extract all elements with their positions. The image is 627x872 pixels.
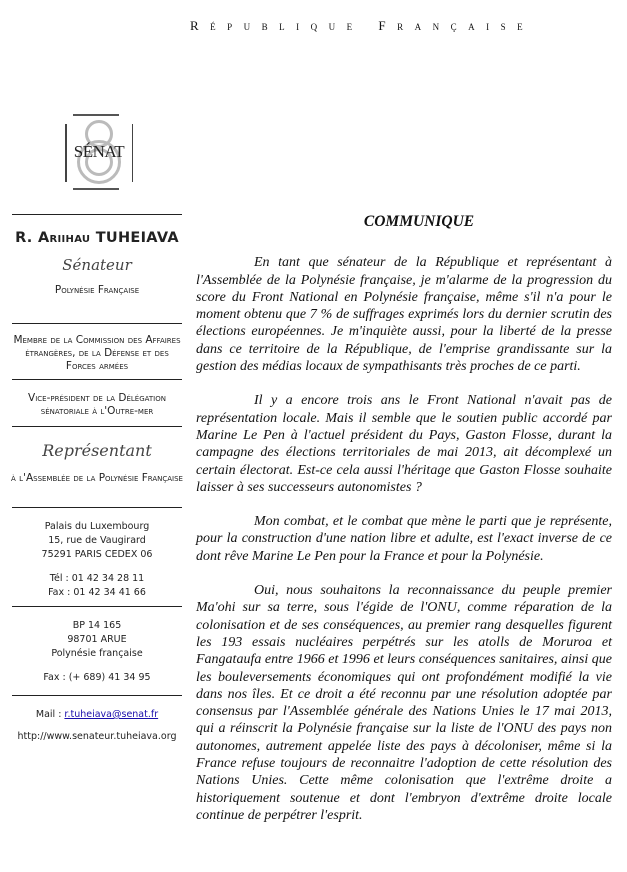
divider: [12, 379, 182, 380]
communique-body: [196, 213, 612, 841]
commission-membership: Membre de la Commission des Affaires étrangères, de la Défense et des Forces armées: [13, 334, 181, 372]
paragraph: Mon combat, et le combat que mène le parti que je représente, pour la construction d'une nation libre et adulte, est l'exact inverse de ce dont rêve Marine Le Pen pour la France et pour la Polynésie.: [196, 514, 612, 564]
address-line: BP 14 165: [72, 620, 122, 631]
logo-top-rule: [73, 114, 119, 116]
representative-title: Représentant: [42, 441, 152, 460]
logo-left-bar: [65, 124, 67, 182]
republique-francaise-header: République Française: [190, 18, 535, 33]
representative-place: à l'Assemblée de la Polynésie Française: [11, 472, 183, 484]
paris-address: [10, 520, 184, 562]
local-address: [10, 619, 184, 661]
mail-label: Mail :: [35, 709, 65, 720]
divider: [12, 606, 182, 607]
divider: [12, 214, 182, 215]
sidebar: [10, 200, 184, 744]
mail-line: [10, 708, 184, 722]
address-line: 15, rue de Vaugirard: [48, 535, 146, 546]
address-line: Polynésie française: [51, 648, 143, 659]
local-fax: Fax : (+ 689) 41 34 95: [43, 672, 151, 683]
logo-text: SÉNAT: [73, 142, 125, 161]
role-title: Sénateur: [62, 256, 132, 274]
paris-contact: [10, 572, 184, 600]
delegation-role: Vice-président de la Délégation sénatoriale à l'Outre-mer: [28, 392, 166, 417]
logo-right-bar: [132, 124, 134, 182]
logo-bottom-rule: [73, 188, 119, 190]
senat-logo: [65, 114, 133, 190]
divider: [12, 426, 182, 427]
divider: [12, 323, 182, 324]
address-line: 98701 ARUE: [67, 634, 127, 645]
paris-phone: Tél : 01 42 34 28 11: [49, 573, 145, 584]
paragraph: Il y a encore trois ans le Front National n'avait pas de représentation locale. Mais il semble que le soutien public accordé par Marine Le Pen à l'actuel président du Pays, Gaston Flosse, durant la campagne des élections territoriales de mai 2013, ait décomplexé un certain électorat. Est-ce cela aussi l'héritage que Gaston Flosse souhaite laisser à ses successeurs autonomistes ?: [196, 393, 612, 495]
email-link[interactable]: r.tuheiava@senat.fr: [64, 709, 159, 720]
divider: [12, 507, 182, 508]
role-place: Polynésie Française: [54, 284, 140, 296]
paragraph: En tant que sénateur de la République et représentant à l'Assemblée de la Polynésie française, je m'alarme de la progression du score du Front National en Polynésie française, même s'il n'a pour le moment obtenu que 7 % de suffrages exprimés lors du dernier scrutin des élections européennes. Je m'inquiète aussi, pour la liberté de la presse dans ce territoire de la République, de l'emprise grandissante sur la gestion des médias locaux de sympathisants très proches de ce parti.: [196, 255, 612, 375]
address-line: 75291 PARIS CEDEX 06: [41, 549, 153, 560]
divider: [12, 695, 182, 696]
address-line: Palais du Luxembourg: [44, 521, 150, 532]
paragraph: Oui, nous souhaitons la reconnaissance du peuple premier Ma'ohi sur sa terre, sous l'égide de l'ONU, comme réparation de la colonisation et de ses conséquences, au premier rang desquelles figurent les 193 essais nucléaires perpétrés sur les atolls de Moruroa et Fangataufa entre 1966 et 1996 et leurs conséquences sanitaires, ainsi que les bouleversements économiques qui ont profondément modifié la vie dans nos îles. Et ce droit a été reconnu par une résolution adoptée par consensus par l'Assemblée générale des Nations Unies le 17 mai 2013, qui a réinscrit la Polynésie française sur la liste de l'ONU des pays non autonomes, autrement appelée liste des pays à décoloniser, même si la France refuse toujours de reconnaitre l'adoption de cette résolution des Nations Unies. Cette même colonisation que l'extrême droite a historiquement soutenue et dont l'embryon d'extrême droite locale continue de perpétrer l'esprit.: [196, 583, 612, 823]
website-link[interactable]: http://www.senateur.tuheiava.org: [17, 731, 177, 742]
document-title: COMMUNIQUE: [363, 213, 475, 230]
paris-fax: Fax : 01 42 34 41 66: [48, 587, 146, 598]
senator-name: R. Ariihau TUHEIAVA: [15, 230, 179, 246]
